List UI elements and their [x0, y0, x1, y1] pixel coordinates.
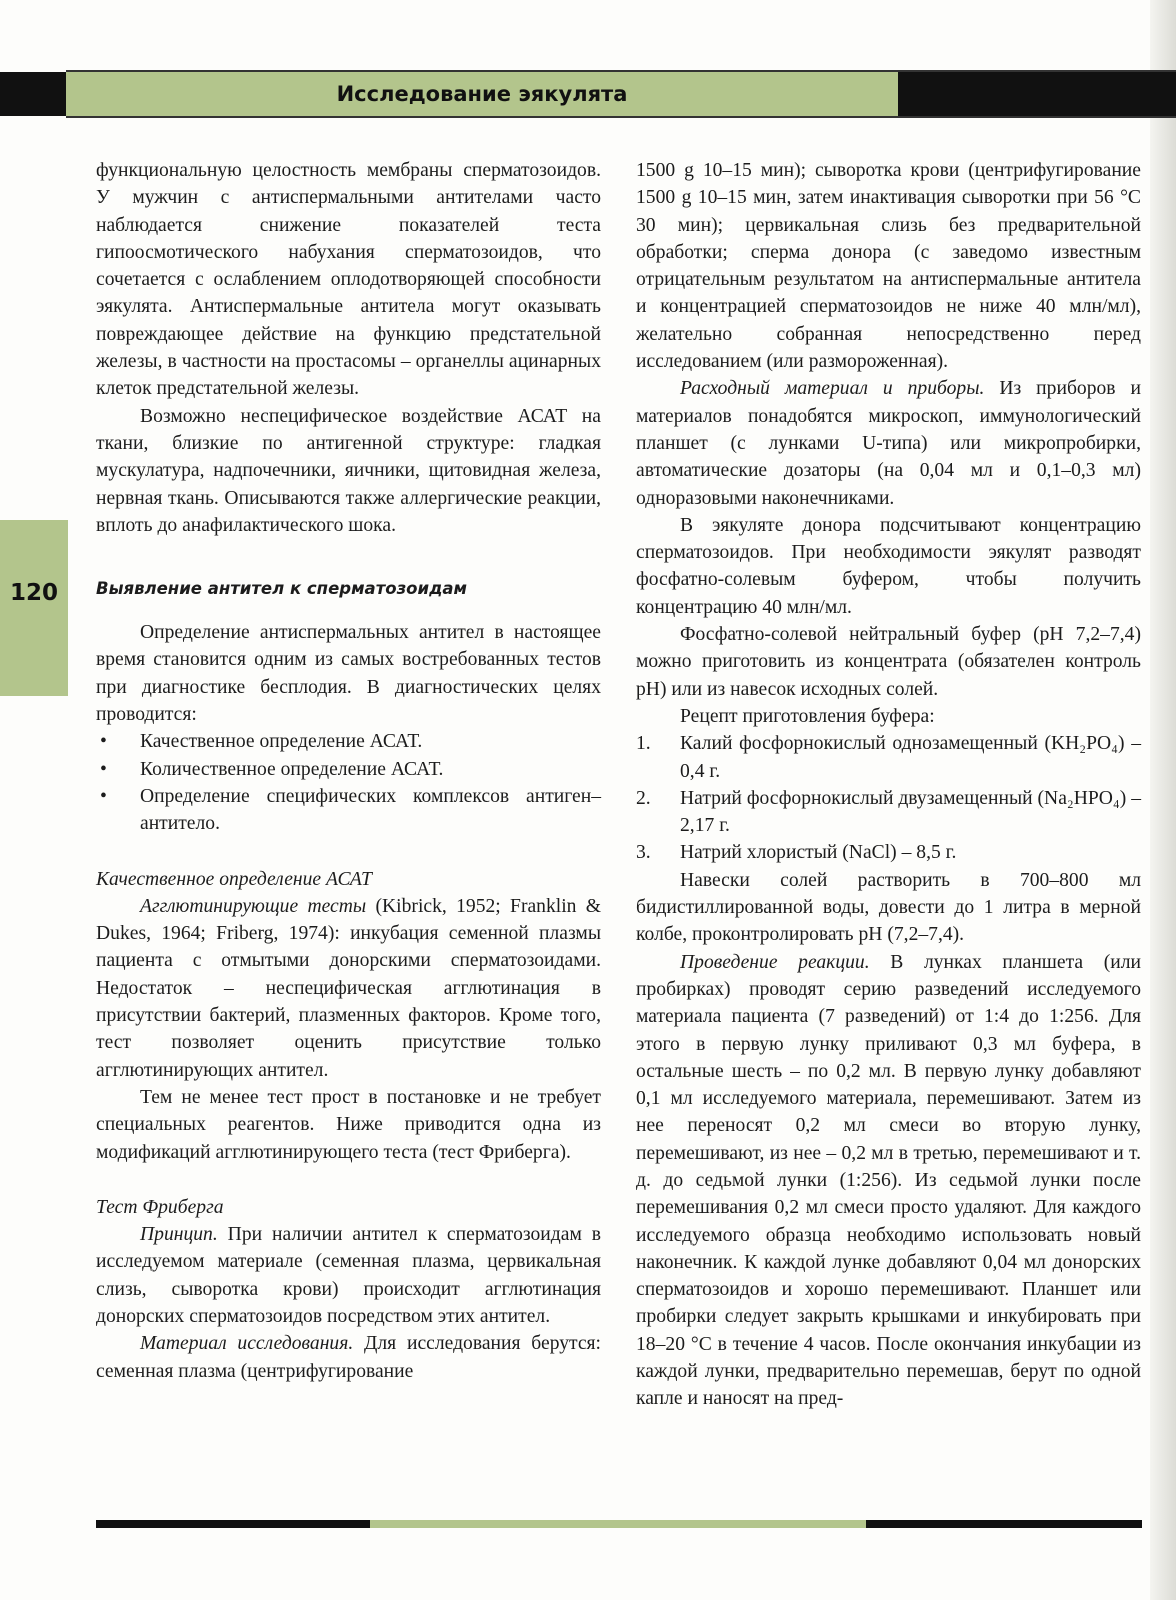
list-item-text: Натрий хлористый (NaCl) – 8,5 г.: [680, 842, 957, 864]
list-item: [96, 783, 601, 838]
paragraph-lead: Расходный материал и приборы.: [680, 378, 985, 400]
header-black-block-right: [898, 72, 1176, 116]
running-header-title: Исследование эякулята: [336, 82, 628, 106]
paragraph-lead: Проведение реакции.: [680, 951, 870, 973]
list-item-text: Определение специфических комплексов антиген–антитело.: [140, 785, 601, 835]
paragraph-text: (Kibrick, 1952; Franklin & Dukes, 1964; Friberg, 1974): инкубация семенной плазмы пациента с отмытыми донорскими сперматозоидами. Недостаток – неспецифическая агглютинация в присутствии бактерий, плазменных факторов. Кроме того, тест позволяет оценить присутствие только агглютинирующих антител.: [96, 895, 602, 1081]
list-item: [96, 756, 601, 783]
paragraph: [636, 375, 1141, 511]
paragraph: [96, 893, 601, 1084]
paragraph: Рецепт приготовления буфера:: [680, 705, 935, 727]
paragraph: Возможно неспецифическое воздействие АСАТ на ткани, близкие по антигенной структуре: гладкая мускулатура, надпочечники, яичники, щитовидная железа, нервная ткань. Описываются также аллергические реакции, вплоть до анафилактического шока.: [96, 405, 601, 536]
page-number-tab: [0, 520, 68, 696]
paragraph: 1500 g 10–15 мин); сыворотка крови (центрифугирование 1500 g 10–15 мин, затем инактивация сыворотки при 56 °C 30 мин); цервикальная слизь без предварительной обработки; сперма донора (с заведомо известным отрицательным результатом на антиспермальные антитела и концентрацией сперматозоидов не ниже 40 млн/мл), желательно собранная непосредственно перед исследованием (или размороженная).: [636, 160, 1141, 373]
page-edge-shadow: [1150, 0, 1176, 1600]
paragraph-text: При наличии антител к сперматозоидам в исследуемом материале (семенная плазма, цервикальная слизь, сыворотка крови) происходит агглютинация донорских сперматозоидов посредством этих антител.: [96, 1224, 601, 1327]
list-number: 1.: [636, 733, 651, 755]
paragraph: Фосфатно-солевой нейтральный буфер (pH 7,2–7,4) можно приготовить из концентрата (обязателен контроль pH) или из навесок исходных солей.: [636, 624, 1141, 700]
page-number: 120: [9, 580, 58, 606]
paragraph: В эякуляте донора подсчитывают концентрацию сперматозоидов. При необходимости эякулят разводят фосфатно-солевым буфером, чтобы получить концентрацию 40 млн/мл.: [636, 514, 1141, 618]
recipe-list: [636, 730, 1141, 866]
paragraph: Навески солей растворить в 700–800 мл бидистиллированной воды, довести до 1 литра в мерной колбе, проконтролировать pH (7,2–7,4).: [636, 869, 1141, 946]
header-rule-bottom: [66, 116, 1176, 118]
paragraph-text: Из приборов и материалов понадобятся микроскоп, иммунологический планшет (с лунками U-типа) или микропробирки, автоматические дозаторы (на 0,04 мл и 0,1–0,3 мл) одноразовыми наконечниками.: [636, 378, 1141, 509]
bullet-icon: •: [100, 731, 107, 753]
left-column: [96, 157, 601, 1385]
bullet-list: [96, 728, 601, 837]
paragraph: Определение антиспермальных антител в настоящее время становится одним из самых востребованных тестов при диагностике бесплодия. В диагностических целях проводится:: [96, 622, 601, 726]
paragraph-lead: Материал исследования.: [140, 1333, 354, 1355]
section-heading: Выявление антител к сперматозоидам: [96, 579, 468, 599]
right-column: [636, 157, 1141, 1413]
paragraph: [96, 1330, 601, 1385]
list-number: 3.: [636, 842, 651, 864]
bullet-icon: •: [100, 785, 107, 807]
header-black-block-left: [0, 72, 66, 116]
footer-rule-black-right: [866, 1520, 1142, 1528]
list-item: [636, 785, 1141, 840]
list-item: [636, 839, 1141, 866]
paragraph-text: В лунках планшета (или пробирках) проводят серию разведений исследуемого материала пациента (7 разведений) от 1:4 до 1:256. Для этого в первую лунку приливают 0,3 мл буфера, в остальные шесть – по 0,2 мл. В первую лунку добавляют 0,1 мл исследуемого материала, перемешивают. Затем из нее переносят 0,2 мл смеси во вторую лунку, перемешивают, из нее – 0,2 мл в третью, перемешивают и т. д. до седьмой лунки (1:256). Из седьмой лунки после перемешивания 0,2 мл смеси просто удаляют. Для каждого исследуемого образца необходимо использовать новый наконечник. К каждой лунке добавляют 0,04 мл донорских сперматозоидов и хорошо перемешивают. Планшет или пробирки следует закрыть крышками и инкубировать при 18–20 °C в течение 4 часов. После окончания инкубации из каждой лунки, предварительно перемешав, берут по одной капле и наносят на пред-: [636, 951, 1141, 1410]
list-item-text: Калий фосфорнокислый однозамещенный (KH₂PO₄) – 0,4 г.: [680, 733, 1141, 782]
bullet-icon: •: [100, 758, 107, 780]
subsection-title: Качественное определение АСАТ: [96, 868, 372, 890]
list-number: 2.: [636, 787, 651, 809]
footer-rule-green: [370, 1520, 866, 1528]
paragraph-text: Для исследования берутся: семенная плазма (центрифугирование: [96, 1333, 601, 1382]
list-item-text: Количественное определение АСАТ.: [140, 758, 444, 780]
list-item-text: Натрий фосфорнокислый двузамещенный (Na₂HPO₄) – 2,17 г.: [680, 787, 1141, 837]
list-item: [96, 728, 601, 755]
paragraph: [96, 1221, 601, 1330]
paragraph: [636, 949, 1141, 1413]
subsection-title: Тест Фриберга: [96, 1196, 224, 1218]
paragraph: функциональную целостность мембраны сперматозоидов. У мужчин с антиспермальными антителами часто наблюдается снижение показателей теста гипоосмотического набухания сперматозоидов, что сочетается с ослаблением оплодотворяющей способности эякулята. Антиспермальные антитела могут оказывать повреждающее действие на функцию предстательной железы, в частности на простасомы – органеллы ацинарных клеток предстательной железы.: [96, 160, 601, 400]
list-item-text: Качественное определение АСАТ.: [140, 731, 423, 753]
footer-rule-black-left: [96, 1520, 370, 1528]
paragraph: Тем не менее тест прост в постановке и не требует специальных реагентов. Ниже приводится одна из модификаций агглютинирующего теста (тест Фриберга).: [96, 1086, 601, 1163]
list-item: [636, 730, 1141, 785]
paragraph-lead: Принцип.: [140, 1224, 218, 1246]
paragraph-lead: Агглютинирующие тесты: [140, 895, 367, 917]
